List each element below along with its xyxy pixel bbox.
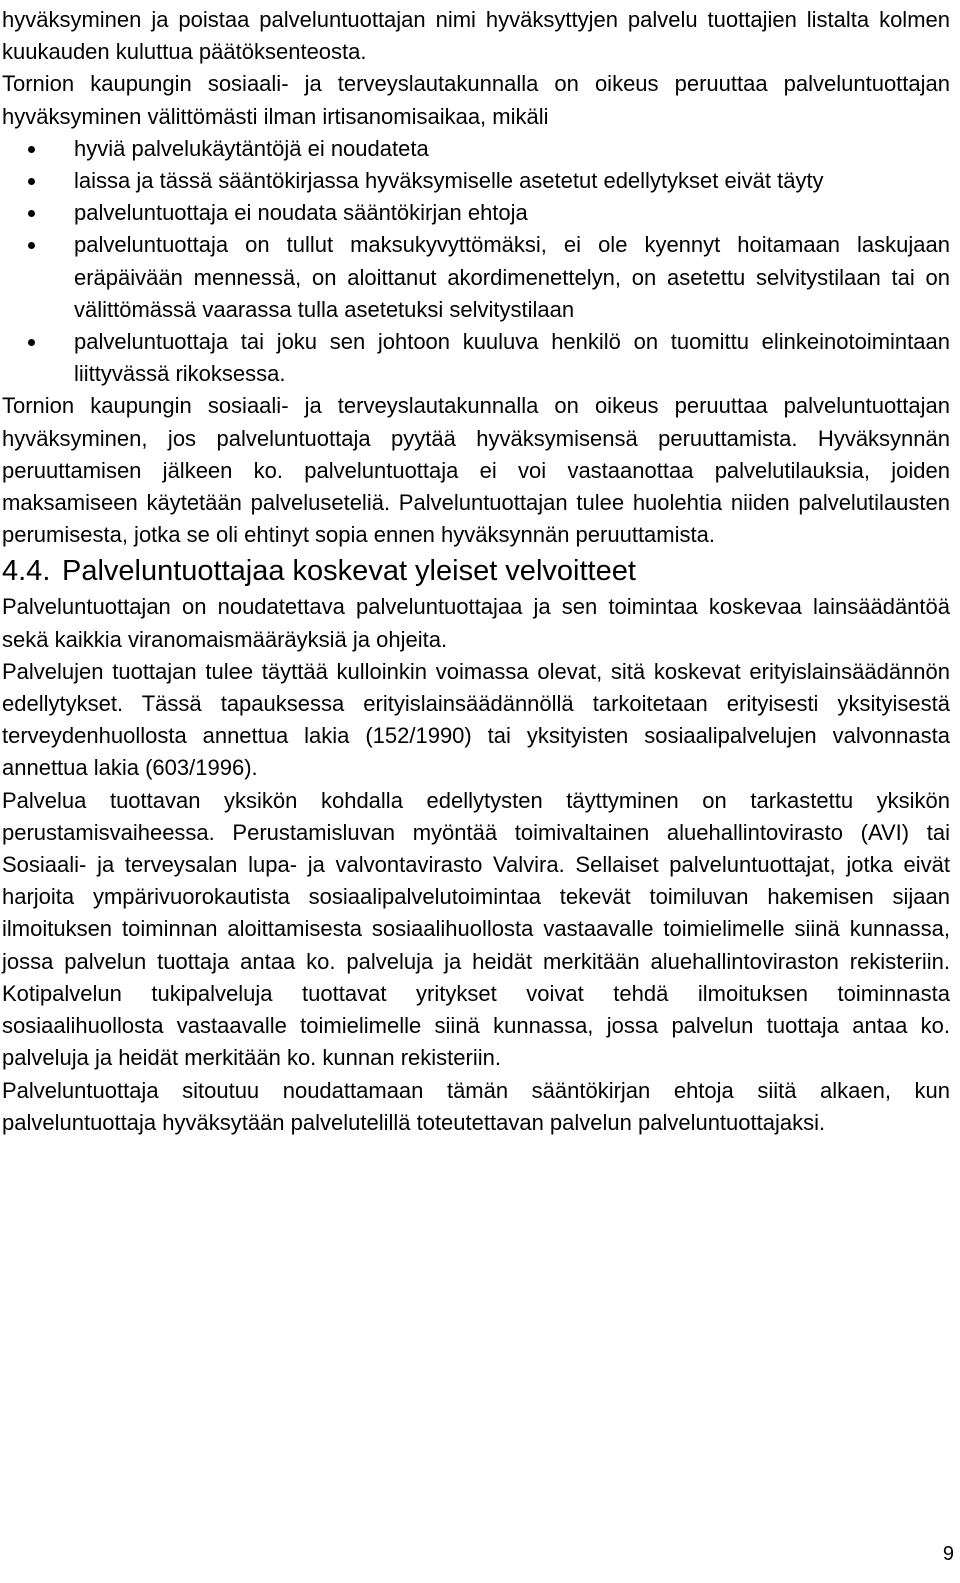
paragraph-revocation-request: Tornion kaupungin sosiaali- ja terveyslautakunnalla on oikeus peruuttaa palveluntuottajan hyväksyminen, jos palveluntuottaja pyytää hyväksymisensä peruuttamista. Hyväksynnän peruuttamisen jälkeen ko. palveluntuottaja ei voi vastaanottaa palvelutilauksia, joiden maksamiseen käytetään palveluseteliä. Palveluntuottajan tulee huolehtia niiden palvelutilausten perumisesta, jotka se oli ehtinyt sopia ennen hyväksynnän peruuttamista. <box>2 393 950 548</box>
list-item-text: laissa ja tässä sääntökirjassa hyväksymiselle asetetut edellytykset eivät täyty <box>74 168 824 194</box>
section-title: Palveluntuottajaa koskevat yleiset velvoitteet <box>62 555 636 588</box>
revocation-conditions-list <box>2 133 950 391</box>
paragraph-continuation: hyväksyminen ja poistaa palveluntuottajan nimi hyväksyttyjen palvelu tuottajien listalta kolmen kuukauden kuluttua päätöksenteosta. <box>2 7 950 65</box>
bullet-icon <box>28 242 35 249</box>
bullet-icon <box>28 146 35 153</box>
list-item <box>2 197 950 229</box>
section-number: 4.4. <box>2 555 51 588</box>
paragraph-revocation-intro: Tornion kaupungin sosiaali- ja terveyslautakunnalla on oikeus peruuttaa palveluntuottajan hyväksyminen välittömästi ilman irtisanomisaikaa, mikäli <box>2 71 950 129</box>
list-item-text: palveluntuottaja tai joku sen johtoon kuuluva henkilö on tuomittu elinkeinotoimintaan liittyvässä rikoksessa. <box>74 329 950 387</box>
list-item-text: palveluntuottaja on tullut maksukyvyttömäksi, ei ole kyennyt hoitamaan laskujaan eräpäivään mennessä, on aloittanut akordimenettelyn, on asetettu selvitystilaan tai on välittömässä vaarassa tulla asetetuksi selvitystilaan <box>74 232 950 322</box>
bullet-icon <box>28 210 35 217</box>
list-item <box>2 326 950 390</box>
list-item <box>2 133 950 165</box>
bullet-icon <box>28 339 35 346</box>
section-heading <box>2 551 950 591</box>
list-item <box>2 165 950 197</box>
document-content <box>2 4 950 1139</box>
list-item-text: palveluntuottaja ei noudata sääntökirjan ehtoja <box>74 200 528 226</box>
list-item-text: hyviä palvelukäytäntöjä ei noudateta <box>74 135 429 161</box>
paragraph-commitment: Palveluntuottaja sitoutuu noudattamaan tämän sääntökirjan ehtoja siitä alkaen, kun palveluntuottaja hyväksytään palvelutelillä toteutettavan palvelun palveluntuottajaksi. <box>2 1077 950 1135</box>
page-number: 9 <box>942 1543 954 1565</box>
list-item <box>2 229 950 326</box>
paragraph-special-legislation: Palvelujen tuottajan tulee täyttää kulloinkin voimassa olevat, sitä koskevat erityislainsäädännön edellytykset. Tässä tapauksessa erityislainsäädännöllä tarkoitetaan erityisesti yksityisestä terveydenhuollosta annettua lakia (152/1990) tai yksityisten sosiaalipalvelujen valvonnasta annettua lakia (603/1996). <box>2 658 950 781</box>
paragraph-unit-requirements: Palvelua tuottavan yksikön kohdalla edellytysten täyttyminen on tarkastettu yksikön perustamisvaiheessa. Perustamisluvan myöntää toimivaltainen aluehallintovirasto (AVI) tai Sosiaali- ja terveysalan lupa- ja valvontavirasto Valvira. Sellaiset palveluntuottajat, jotka eivät harjoita ympärivuorokautista sosiaalipalvelutoimintaa tekevät toimiluvan hakemisen sijaan ilmoituksen toiminnan aloittamisesta sosiaalihuollosta vastaavalle toimielimelle siinä kunnassa, jossa palvelun tuottaja antaa ko. palveluja ja heidät merkitään aluehallintoviraston rekisteriin. Kotipalvelun tukipalveluja tuottavat yritykset voivat tehdä ilmoituksen toiminnasta sosiaalihuollosta vastaavalle toimielimelle siinä kunnassa, jossa palvelun tuottaja antaa ko. palveluja ja heidät merkitään ko. kunnan rekisteriin. <box>2 787 950 1071</box>
paragraph-legislation: Palveluntuottajan on noudatettava palveluntuottajaa ja sen toimintaa koskevaa lainsäädäntöä sekä kaikkia viranomaismääräyksiä ja ohjeita. <box>2 594 950 652</box>
bullet-icon <box>28 178 35 185</box>
